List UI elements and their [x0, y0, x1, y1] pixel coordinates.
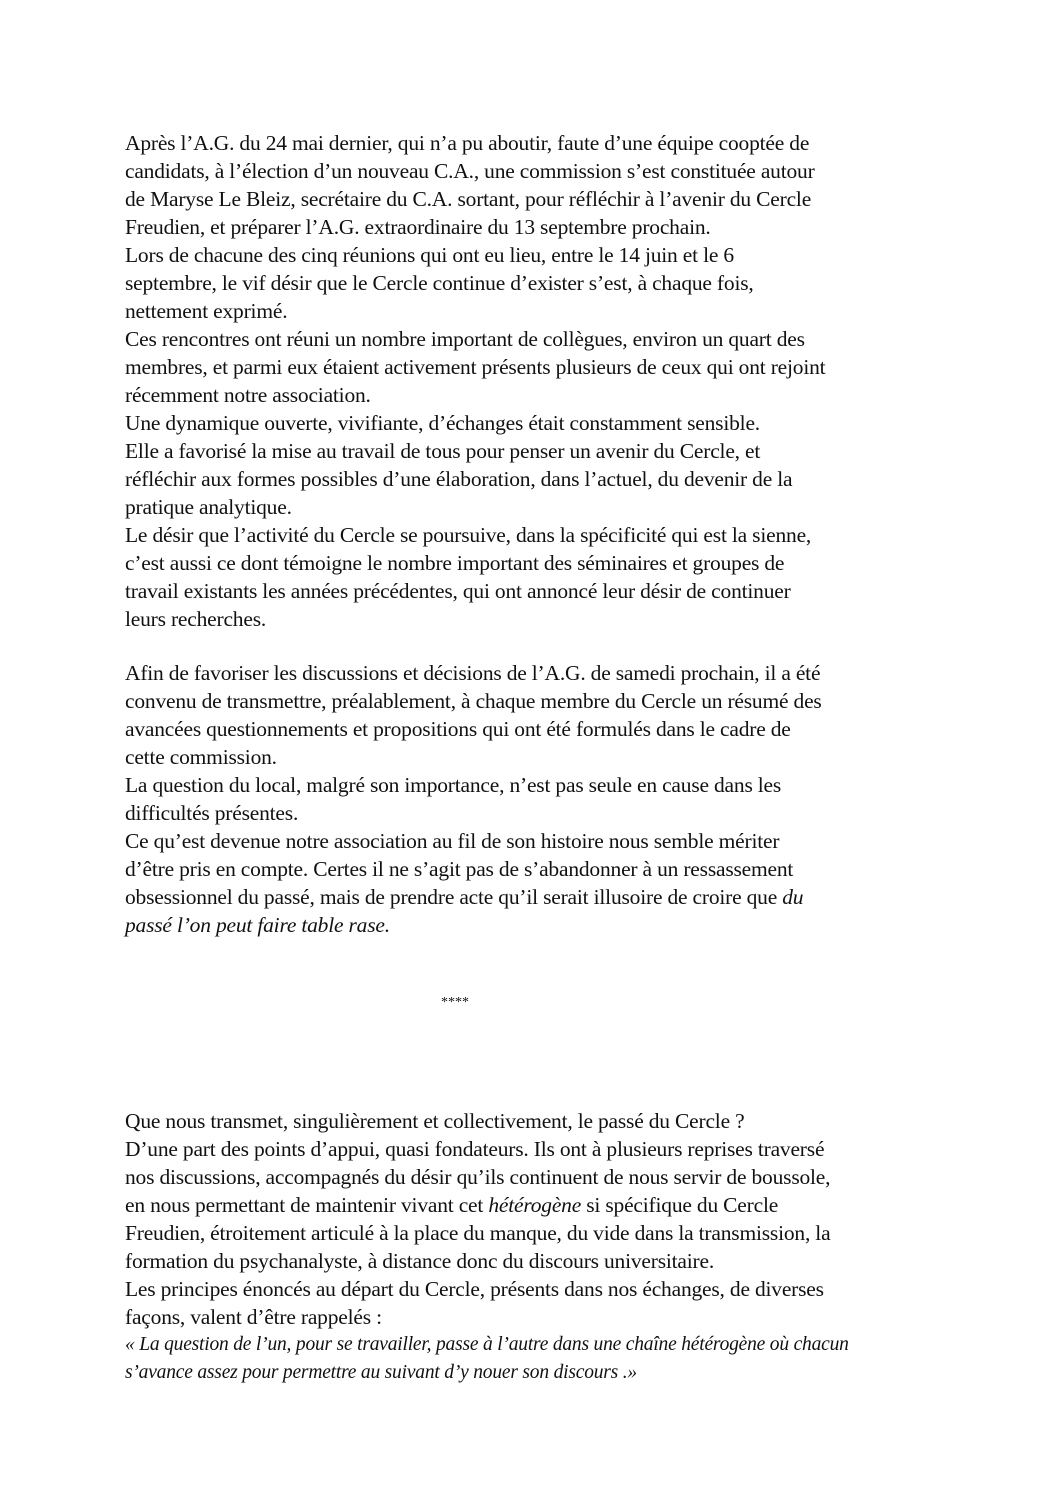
paragraph-circle-heritage — [125, 1107, 965, 1387]
text-line: Après l’A.G. du 24 mai dernier, qui n’a pu aboutir, faute d’une équipe cooptée de — [125, 131, 810, 155]
text-line: convenu de transmettre, préalablement, à chaque membre du Cercle un résumé des — [125, 689, 822, 713]
text-line: réfléchir aux formes possibles d’une élaboration, dans l’actuel, du devenir de la — [125, 467, 793, 491]
text-line — [125, 883, 965, 911]
text-line: Les principes énoncés au départ du Cercle, présents dans nos échanges, de diverses — [125, 1277, 824, 1301]
text-line: Ces rencontres ont réuni un nombre important de collègues, environ un quart des — [125, 327, 805, 351]
text-run: si spécifique du Cercle — [581, 1193, 779, 1217]
text-line: c’est aussi ce dont témoigne le nombre important des séminaires et groupes de — [125, 551, 785, 575]
paragraph-commission-context — [125, 129, 965, 633]
italic-emphasis-line: passé l’on peut faire table rase. — [125, 913, 390, 937]
text-line: Ce qu’est devenue notre association au fil de son histoire nous semble mériter — [125, 829, 780, 853]
text-line: formation du psychanalyste, à distance donc du discours universitaire. — [125, 1249, 715, 1273]
text-line: nettement exprimé. — [125, 299, 288, 323]
text-line: Elle a favorisé la mise au travail de tous pour penser un avenir du Cercle, et — [125, 439, 761, 463]
text-line: d’être pris en compte. Certes il ne s’agit pas de s’abandonner à un ressassement — [125, 857, 794, 881]
text-line: cette commission. — [125, 745, 277, 769]
text-line: La question du local, malgré son importance, n’est pas seule en cause dans les — [125, 773, 782, 797]
text-run: en nous permettant de maintenir vivant cet — [125, 1193, 489, 1217]
text-line: Que nous transmet, singulièrement et collectivement, le passé du Cercle ? — [125, 1109, 745, 1133]
text-line: Lors de chacune des cinq réunions qui ont eu lieu, entre le 14 juin et le 6 — [125, 243, 734, 267]
text-line: Freudien, et préparer l’A.G. extraordinaire du 13 septembre prochain. — [125, 215, 711, 239]
text-line: leurs recherches. — [125, 607, 267, 631]
text-line: septembre, le vif désir que le Cercle continue d’exister s’est, à chaque fois, — [125, 271, 754, 295]
text-line — [125, 1191, 965, 1219]
section-separator: **** — [441, 995, 469, 1010]
italic-emphasis: du — [782, 885, 804, 909]
paragraph-ag-preparation — [125, 659, 965, 939]
text-run: obsessionnel du passé, mais de prendre acte qu’il serait illusoire de croire que — [125, 885, 783, 909]
text-line: Freudien, étroitement articulé à la place du manque, du vide dans la transmission, la — [125, 1221, 831, 1245]
text-line: pratique analytique. — [125, 495, 292, 519]
text-line: façons, valent d’être rappelés : — [125, 1305, 382, 1329]
text-line: candidats, à l’élection d’un nouveau C.A., une commission s’est constituée autour — [125, 159, 815, 183]
quote-line: « La question de l’un, pour se travailler, passe à l’autre dans une chaîne hétérogène où chacun — [125, 1334, 849, 1355]
text-line: nos discussions, accompagnés du désir qu’ils continuent de nous servir de boussole, — [125, 1165, 831, 1189]
text-line: Le désir que l’activité du Cercle se poursuive, dans la spécificité qui est la sienne, — [125, 523, 812, 547]
quote-line: s’avance assez pour permettre au suivant d’y nouer son discours .» — [125, 1362, 637, 1383]
text-line: récemment notre association. — [125, 383, 371, 407]
text-line: avancées questionnements et propositions qui ont été formulés dans le cadre de — [125, 717, 791, 741]
text-line: travail existants les années précédentes, qui ont annoncé leur désir de continuer — [125, 579, 791, 603]
text-line: D’une part des points d’appui, quasi fondateurs. Ils ont à plusieurs reprises traversé — [125, 1137, 825, 1161]
text-line: difficultés présentes. — [125, 801, 299, 825]
text-line: Une dynamique ouverte, vivifiante, d’échanges était constamment sensible. — [125, 411, 760, 435]
text-line: de Maryse Le Bleiz, secrétaire du C.A. sortant, pour réfléchir à l’avenir du Cercle — [125, 187, 812, 211]
text-line: membres, et parmi eux étaient activement présents plusieurs de ceux qui ont rejoint — [125, 355, 826, 379]
italic-emphasis: hétérogène — [488, 1193, 582, 1217]
text-line: Afin de favoriser les discussions et décisions de l’A.G. de samedi prochain, il a été — [125, 661, 821, 685]
